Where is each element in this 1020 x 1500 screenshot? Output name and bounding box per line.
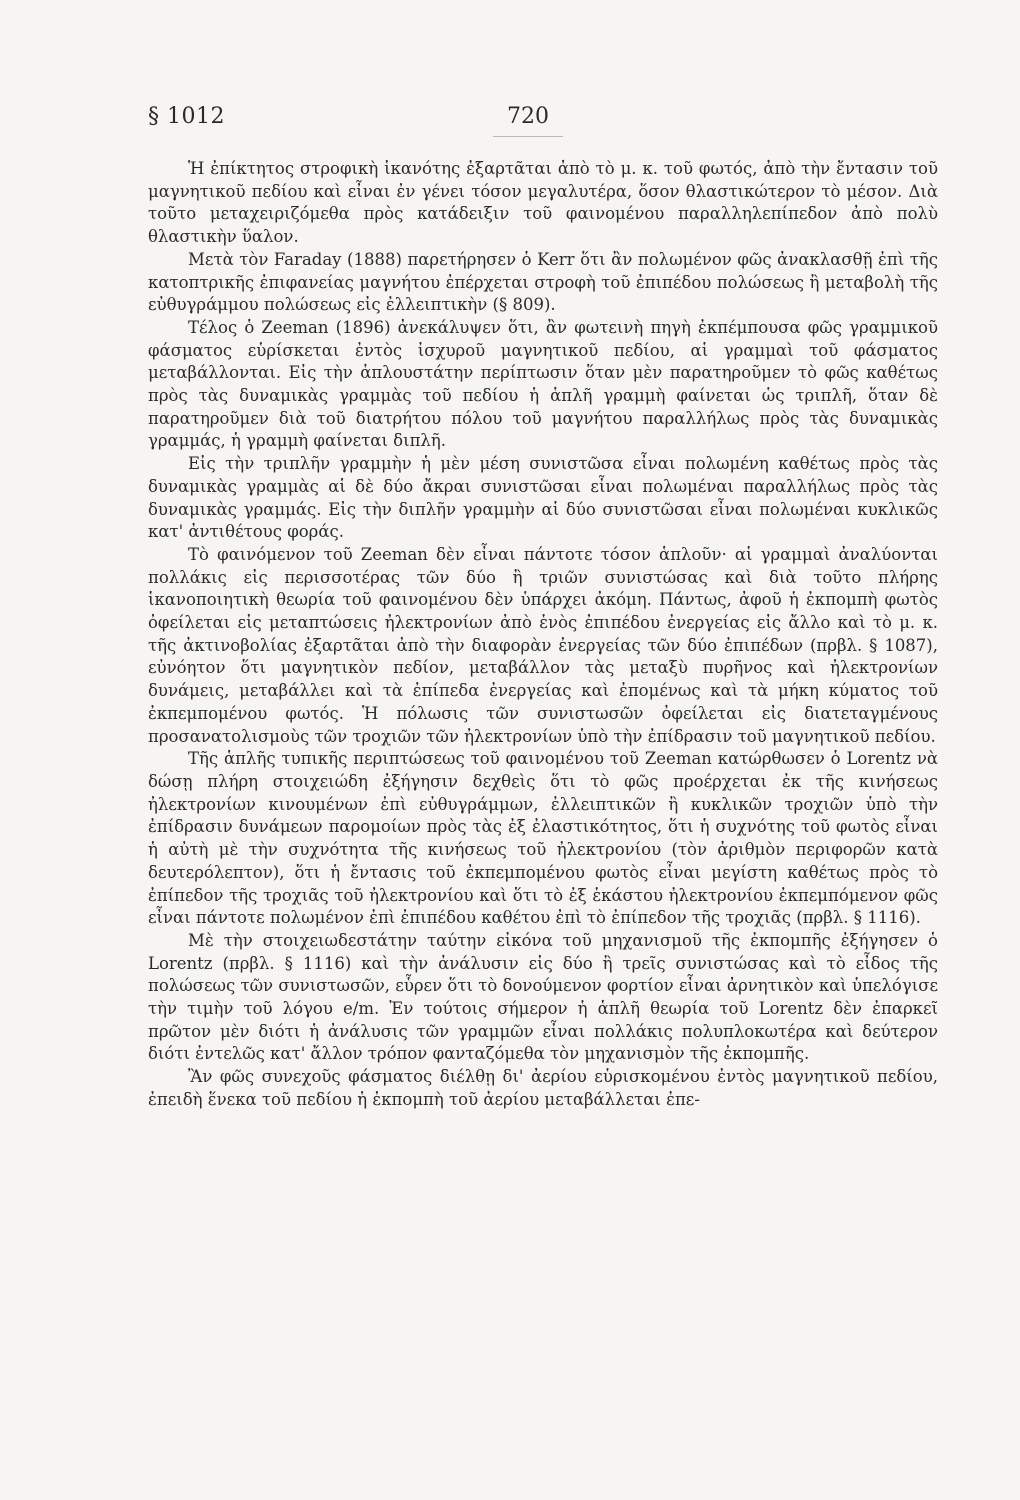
page-header [148,104,938,134]
paragraph: Τῆς ἁπλῆς τυπικῆς περιπτώσεως τοῦ φαινομένου τοῦ Zeeman κατώρθωσεν ὁ Lorentz νὰ δώσῃ πλήρη στοιχειώδη ἐξήγησιν δεχθεὶς ὅτι τὸ φῶς προέρχεται ἐκ τῆς κινήσεως ἠλεκτρονίων κινουμένων ἐπὶ εὐθυγράμμων, ἐλλειπτικῶν ἢ κυκλικῶν τροχιῶν ὑπὸ τὴν ἐπίδρασιν δυνάμεων παρομοίων πρὸς τὰς ἐξ ἐλαστικότητος, ὅτι ἡ συχνότης τοῦ φωτὸς εἶναι ἡ αὐτὴ μὲ τὴν συχνότητα τῆς κινήσεως τοῦ ἠλεκτρονίου (τὸν ἀριθμὸν περιφορῶν κατὰ δευτερόλεπτον), ὅτι ἡ ἔντασις τοῦ ἐκπεμπομένου φωτὸς εἶναι μεγίστη καθέτως πρὸς τὸ ἐπίπεδον τῆς τροχιᾶς τοῦ ἠλεκτρονίου καὶ ὅτι τὸ ἐξ ἑκάστου ἠλεκτρονίου ἐκπεμπόμενον φῶς εἶναι πάντοτε πολωμένον ἐπὶ ἐπιπέδου καθέτου ἐπὶ τὸ ἐπίπεδον τῆς τροχιᾶς (πρβλ. § 1116). [148,749,938,928]
section-number: § 1012 [148,104,225,129]
paragraph: Μὲ τὴν στοιχειωδεστάτην ταύτην εἰκόνα τοῦ μηχανισμοῦ τῆς ἐκπομπῆς ἐξήγησεν ὁ Lorentz (πρβλ. § 1116) καὶ τὴν ἀνάλυσιν εἰς δύο ἢ τρεῖς συνιστώσας καὶ τὸ εἶδος τῆς πολώσεως τῶν συνιστωσῶν, εὗρεν ὅτι τὸ δονούμενον φορτίον εἶναι ἀρνητικὸν καὶ ὑπελόγισε τὴν τιμὴν τοῦ λόγου e/m. Ἐν τούτοις σήμερον ἡ ἁπλῆ θεωρία τοῦ Lorentz δὲν ἐπαρκεῖ πρῶτον μὲν διότι ἡ ἀνάλυσις τῶν γραμμῶν εἶναι πολλάκις πολυπλοκωτέρα καὶ δεύτερον διότι ἐντελῶς κατ' ἄλλον τρόπον φανταζόμεθα τὸν μηχανισμὸν τῆς ἐκπομπῆς. [148,930,938,1064]
paragraph: Ἂν φῶς συνεχοῦς φάσματος διέλθῃ δι' ἀερίου εὑρισκομένου ἐντὸς μαγνητικοῦ πεδίου, ἐπειδὴ ἕνεκα τοῦ πεδίου ἡ ἐκπομπὴ τοῦ ἀερίου μεταβάλλεται ἐπε- [148,1067,938,1109]
paragraph: Μετὰ τὸν Faraday (1888) παρετήρησεν ὁ Kerr ὅτι ἂν πολωμένον φῶς ἀνακλασθῇ ἐπὶ τῆς κατοπτρικῆς ἐπιφανείας μαγνήτου ἐπέρχεται στροφὴ τοῦ ἐπιπέδου πολώσεως ἢ μεταβολὴ τῆς εὐθυγράμμου πολώσεως εἰς ἐλλειπτικὴν (§ 809). [148,249,938,315]
paragraph: Τὸ φαινόμενον τοῦ Zeeman δὲν εἶναι πάντοτε τόσον ἁπλοῦν· αἱ γραμμαὶ ἀναλύονται πολλάκις εἰς περισσοτέρας τῶν δύο ἢ τριῶν συνιστώσας καὶ διὰ τοῦτο πλήρης ἱκανοποιητικὴ θεωρία τοῦ φαινομένου δὲν ὑπάρχει ἀκόμη. Πάντως, ἀφοῦ ἡ ἐκπομπὴ φωτὸς ὀφείλεται εἰς μεταπτώσεις ἠλεκτρονίων ἀπὸ ἑνὸς ἐπιπέδου ἐνεργείας εἰς ἄλλο καὶ τὸ μ. κ. τῆς ἀκτινοβολίας ἐξαρτᾶται ἀπὸ τὴν διαφορὰν ἐνεργείας τῶν δύο ἐπιπέδων (πρβλ. § 1087), εὐνόητον ὅτι μαγνητικὸν πεδίον, μεταβάλλον τὰς μεταξὺ πυρῆνος καὶ ἠλεκτρονίων δυνάμεις, μεταβάλλει καὶ τὰ ἐπίπεδα ἐνεργείας καὶ ἐπομένως καὶ τὰ μήκη κύματος τοῦ ἐκπεμπομένου φωτός. Ἡ πόλωσις τῶν συνιστωσῶν ὀφείλεται εἰς διατεταγμένους προσανατολισμοὺς τῶν τροχιῶν τῶν ἠλεκτρονίων ὑπὸ τὴν ἐπίδρασιν τοῦ μαγνητικοῦ πεδίου. [148,544,938,746]
paragraph: Εἰς τὴν τριπλῆν γραμμὴν ἡ μὲν μέση συνιστῶσα εἶναι πολωμένη καθέτως πρὸς τὰς δυναμικὰς γραμμὰς αἱ δὲ δύο ἄκραι συνιστῶσαι εἶναι πολωμέναι παραλλήλως πρὸς τὰς δυναμικὰς γραμμάς. Εἰς τὴν διπλῆν γραμμὴν αἱ δύο συνιστῶσαι εἶναι πολωμέναι κυκλικῶς κατ' ἀντιθέτους φοράς. [148,454,938,542]
paragraph: Ἡ ἐπίκτητος στροφικὴ ἱκανότης ἐξαρτᾶται ἀπὸ τὸ μ. κ. τοῦ φωτός, ἀπὸ τὴν ἔντασιν τοῦ μαγνητικοῦ πεδίου καὶ εἶναι ἐν γένει τόσον μεγαλυτέρα, ὅσον θλαστικώτερον τὸ μέσον. Διὰ τοῦτο μεταχειριζόμεθα πρὸς κατάδειξιν τοῦ φαινομένου παραλληλεπίπεδον ἀπὸ πολὺ θλαστικὴν ὕαλον. [148,159,938,247]
paragraph: Τέλος ὁ Zeeman (1896) ἀνεκάλυψεν ὅτι, ἂν φωτεινὴ πηγὴ ἐκπέμπουσα φῶς γραμμικοῦ φάσματος εὑρίσκεται ἐντὸς ἰσχυροῦ μαγνητικοῦ πεδίου, αἱ γραμμαὶ τοῦ φάσματος μεταβάλλονται. Εἰς τὴν ἁπλουστάτην περίπτωσιν ὅταν μὲν παρατηροῦμεν τὸ φῶς καθέτως πρὸς τὰς δυναμικὰς γραμμὰς τοῦ πεδίου ἡ ἁπλῆ γραμμὴ φαίνεται ὡς τριπλῆ, ὅταν δὲ παρατηροῦμεν διὰ τοῦ διατρήτου πόλου τοῦ μαγνήτου παραλλήλως πρὸς τὰς δυναμικὰς γραμμάς, ἡ γραμμὴ φαίνεται διπλῆ. [148,317,938,451]
header-rule [493,136,563,137]
body-text [148,158,938,1112]
page-number: 720 [507,104,549,129]
